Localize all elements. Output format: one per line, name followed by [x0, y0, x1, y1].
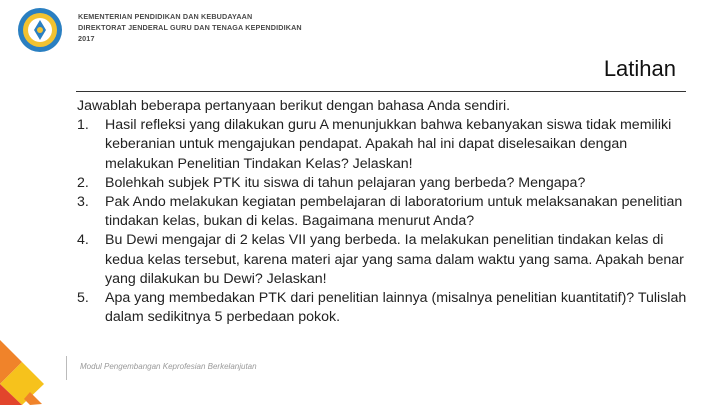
question-item — [77, 193, 687, 231]
slide-header — [0, 0, 720, 60]
question-number: 5. — [77, 290, 89, 307]
corner-decoration — [0, 332, 60, 405]
tut-wuri-handayani-logo — [16, 6, 64, 54]
title-divider — [76, 91, 686, 92]
question-number: 4. — [77, 232, 89, 249]
question-item — [77, 174, 687, 193]
question-item — [77, 231, 687, 289]
institution-line: 2017 — [78, 34, 95, 43]
question-text: Bu Dewi mengajar di 2 kelas VII yang berbeda. Ia melakukan penelitian tindakan kelas di kedua kelas tersebut, karena materi ajar yang sama dalam waktu yang sama. Apakah benar yang dilakukan bu Dewi? Jelaskan! — [105, 232, 684, 287]
footer-text: Modul Pengembangan Keprofesian Berkelanjutan — [80, 362, 257, 371]
question-number: 3. — [77, 194, 89, 211]
slide-title: Latihan — [603, 56, 676, 81]
question-list — [77, 116, 687, 327]
intro-text: Jawablah beberapa pertanyaan berikut dengan bahasa Anda sendiri. — [77, 98, 511, 114]
institution-line: DIREKTORAT JENDERAL GURU DAN TENAGA KEPENDIDIKAN — [78, 23, 302, 32]
question-item — [77, 289, 687, 327]
slide-content — [77, 97, 687, 327]
footer-divider — [66, 356, 67, 380]
question-text: Apa yang membedakan PTK dari penelitian lainnya (misalnya penelitian kuantitatif)? Tulislah dalam sedikitnya 5 perbedaan pokok. — [105, 290, 687, 326]
institution-name — [78, 11, 302, 44]
question-text: Pak Ando melakukan kegiatan pembelajaran di laboratorium untuk melaksanakan penelitian tindakan kelas, bukan di kelas. Bagaimana menurut Anda? — [105, 194, 683, 230]
institution-line: KEMENTERIAN PENDIDIKAN DAN KEBUDAYAAN — [78, 12, 253, 21]
question-number: 1. — [77, 117, 89, 134]
question-item — [77, 116, 687, 174]
question-text: Bolehkah subjek PTK itu siswa di tahun pelajaran yang berbeda? Mengapa? — [105, 174, 586, 191]
question-text: Hasil refleksi yang dilakukan guru A menunjukkan bahwa kebanyakan siswa tidak memiliki keberanian untuk mengajukan pendapat. Apakah hal ini dapat diselesaikan dengan melakukan Penelitian Tindakan Kelas? Jelaskan! — [105, 117, 672, 172]
question-number: 2. — [77, 174, 89, 191]
